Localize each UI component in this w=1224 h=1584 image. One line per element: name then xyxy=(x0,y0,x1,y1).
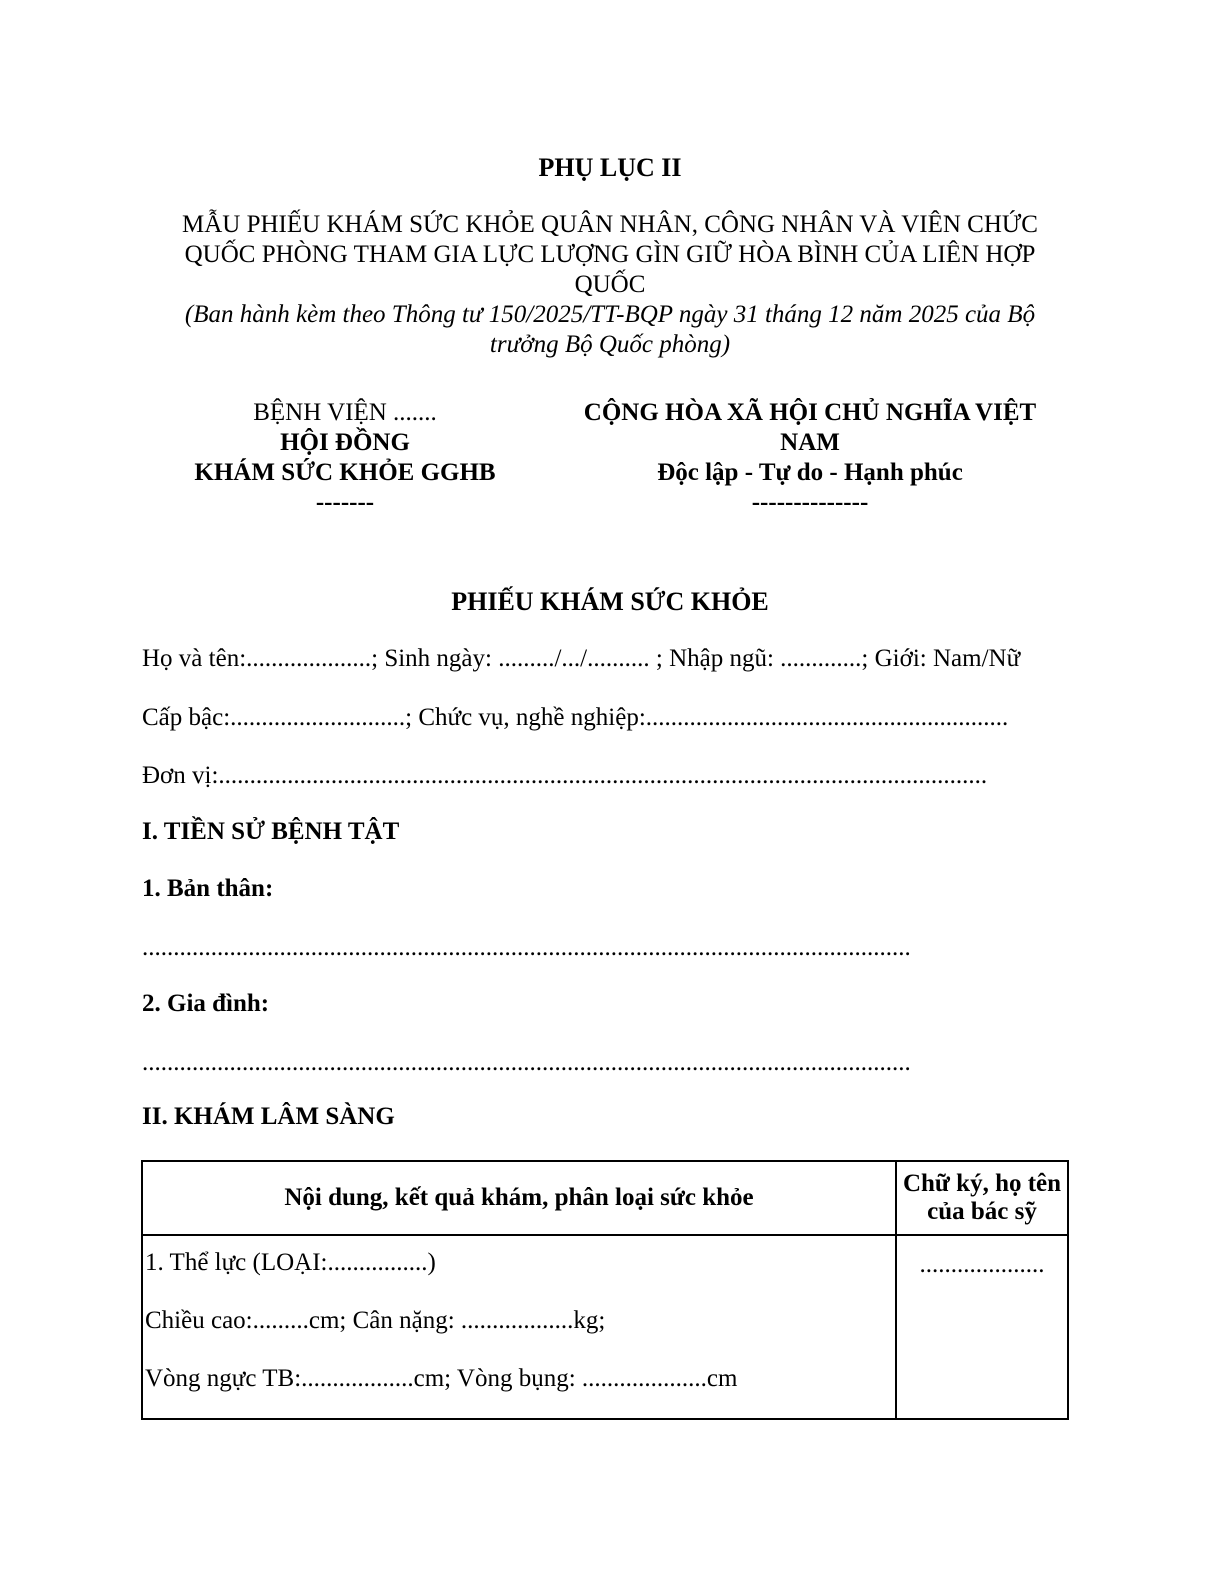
sheet-title: PHIẾU KHÁM SỨC KHỎE xyxy=(451,587,769,616)
header-doctor xyxy=(896,1161,1068,1235)
form-title xyxy=(140,210,1080,300)
personal-info-line: Họ và tên:....................; Sinh ngày: ........./.../.......... ; Nhập ngũ: .............; Giới: Nam/Nữ xyxy=(142,645,1021,672)
nation-name-2: NAM xyxy=(780,429,840,456)
section-2-title: II. KHÁM LÂM SÀNG xyxy=(142,1103,395,1130)
header-doctor-line-2: của bác sỹ xyxy=(927,1198,1037,1225)
physical-type-line: 1. Thể lực (LOẠI:................) xyxy=(145,1249,436,1276)
right-divider: -------------- xyxy=(751,489,869,516)
council-name-2: KHÁM SỨC KHỎE GGHB xyxy=(194,459,496,486)
physical-cell xyxy=(142,1235,896,1419)
form-title-line-3: QUỐC xyxy=(574,271,646,298)
table-row xyxy=(142,1235,1068,1419)
table-header-row xyxy=(142,1161,1068,1235)
form-title-line-1: MẪU PHIẾU KHÁM SỨC KHỎE QUÂN NHÂN, CÔNG NHÂN VÀ VIÊN CHỨC xyxy=(182,211,1038,238)
annex-title: PHỤ LỤC II xyxy=(538,153,682,182)
national-header xyxy=(560,398,1060,518)
issued-note xyxy=(140,300,1080,360)
chest-waist-line: Vòng ngực TB:..................cm; Vòng bụng: ....................cm xyxy=(145,1365,738,1392)
height-weight-line: Chiều cao:.........cm; Cân nặng: ..................kg; xyxy=(145,1307,606,1334)
header-doctor-line-1: Chữ ký, họ tên xyxy=(902,1170,1062,1197)
self-history-label: 1. Bản thân: xyxy=(142,875,274,902)
issued-note-line-1: (Ban hành kèm theo Thông tư 150/2025/TT-BQP ngày 31 tháng 12 năm 2025 của Bộ xyxy=(184,301,1036,328)
family-history-label: 2. Gia đình: xyxy=(142,990,270,1017)
header-content: Nội dung, kết quả khám, phân loại sức khỏe xyxy=(142,1161,896,1235)
nation-name-1: CỘNG HÒA XÃ HỘI CHỦ NGHĨA VIỆT xyxy=(583,399,1037,426)
form-title-line-2: QUỐC PHÒNG THAM GIA LỰC LƯỢNG GÌN GIỮ HÒA BÌNH CỦA LIÊN HỢP xyxy=(184,241,1036,268)
council-name-1: HỘI ĐỒNG xyxy=(280,429,410,456)
self-history-dots: ........................................................................................................................... xyxy=(142,934,911,961)
hospital-name: BỆNH VIỆN ....... xyxy=(253,399,437,426)
doctor-signature-cell: .................... xyxy=(896,1235,1068,1419)
issuing-body-header xyxy=(180,398,510,518)
unit-line: Đơn vị:........................................................................................................................... xyxy=(142,762,988,789)
clinical-exam-table xyxy=(141,1160,1069,1420)
issued-note-line-2: trưởng Bộ Quốc phòng) xyxy=(489,331,731,358)
rank-position-line: Cấp bậc:............................; Chức vụ, nghề nghiệp:.......................................................... xyxy=(142,704,1009,731)
family-history-dots: ........................................................................................................................... xyxy=(142,1049,911,1076)
section-1-title: I. TIỀN SỬ BỆNH TẬT xyxy=(142,818,400,845)
left-divider: ------- xyxy=(315,489,375,516)
national-motto: Độc lập - Tự do - Hạnh phúc xyxy=(657,459,963,486)
